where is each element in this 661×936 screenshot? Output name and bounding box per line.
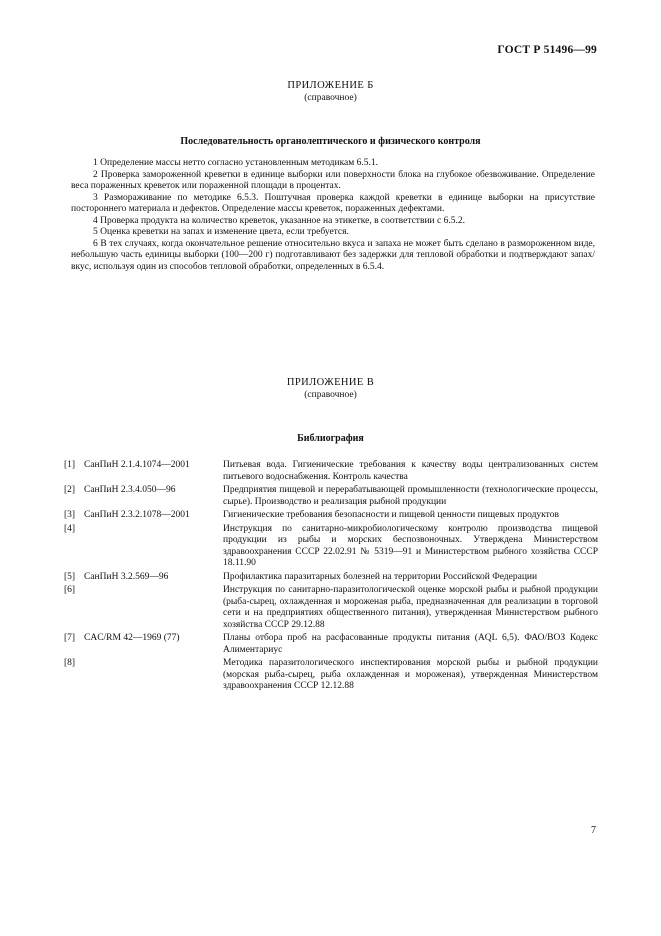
- entry-description: Планы отбора проб на расфасованные продукты питания (AQL 6,5). ФАО/ВОЗ Кодекс Алиментариус: [223, 633, 598, 655]
- entry-number: [7]: [64, 633, 76, 643]
- appendix-b-paragraphs: [71, 158, 595, 273]
- entry-number: [6]: [64, 585, 76, 595]
- entry-reference: [84, 585, 223, 631]
- entry-description: Гигиенические требования безопасности и пищевой ценности пищевых продуктов: [223, 510, 559, 520]
- bibliography-entry: [64, 485, 598, 508]
- bibliography-list: [64, 460, 598, 695]
- entry-reference: СанПиН 2.3.4.050—96: [84, 485, 176, 495]
- entry-reference: CAC/RM 42—1969 (77): [84, 633, 180, 643]
- entry-reference: [84, 524, 223, 570]
- appendix-v-title: ПРИЛОЖЕНИЕ В: [286, 377, 375, 388]
- bibliography-entry: [64, 510, 598, 522]
- entry-description: Профилактика паразитарных болезней на территории Российской Федерации: [223, 571, 538, 582]
- appendix-b-heading: Последовательность органолептического и физического контроля: [180, 136, 481, 147]
- entry-description: Инструкция по санитарно-микробиологическому контролю производства пищевой продукции из рыбы и морских беспозвоночных. Утверждена Министерством здравоохранения СССР 22.02.91 № 5319—91 и Министерством рыбного хозяйства СССР 18.11.90: [223, 523, 598, 568]
- entry-number: [2]: [64, 485, 76, 495]
- bibliography-entry: [64, 524, 598, 570]
- entry-description: Предприятия пищевой и перерабатывающей промышленности (технологические процессы, сырье). Производство и реализация рыбной продукции: [223, 485, 598, 507]
- bibliography-entry: [64, 658, 598, 693]
- bibliography-entry: [64, 633, 598, 656]
- entry-reference: СанПиН 3.2.569—96: [84, 571, 169, 582]
- appendix-b-subtitle: (справочное): [304, 93, 357, 103]
- appendix-b-title: ПРИЛОЖЕНИЕ Б: [287, 80, 374, 91]
- appendix-v-subtitle: (справочное): [304, 390, 357, 400]
- paragraph-6: 6 В тех случаях, когда окончательное решение относительно вкуса и запаха не может быть сделано в размороженном виде, небольшую часть единицы выборки (100—200 г) подготавливают без задержки для тепловой обработки и подтверждают запах/вкус, используя один из способов тепловой обработки, определенных в 6.5.4.: [71, 238, 595, 272]
- entry-reference: СанПиН 2.1.4.1074—2001: [84, 460, 190, 470]
- entry-number: [5]: [64, 571, 76, 582]
- entry-number: [1]: [64, 460, 76, 470]
- paragraph-5: 5 Оценка креветки на запах и изменение цвета, если требуется.: [93, 227, 349, 237]
- paragraph-4: 4 Проверка продукта на количество креветок, указанное на этикетке, в соответствии с 6.5.2.: [93, 215, 465, 226]
- bibliography-entry: [64, 585, 598, 631]
- entry-description: Инструкция по санитарно-паразитологической оценке морской рыбы и рыбной продукции (рыба-сырец, охлажденная и мороженая рыба, предназначенная для реализации в торговой сети и на предприятиях общественного питания), утвержденная Министерством рыбного хозяйства СССР 29.12.88: [223, 585, 598, 630]
- paragraph-2: 2 Проверка замороженной креветки в единице выборки или поверхности блока на глубокое обезвоживание. Определение веса пораженных креветок или пораженной площади в процентах.: [71, 169, 595, 191]
- entry-description: Питьевая вода. Гигиенические требования к качеству воды централизованных систем питьевого водоснабжения. Контроль качества: [223, 460, 598, 482]
- bibliography-entry: [64, 572, 598, 584]
- entry-description: Методика паразитологического инспектирования морской рыбы и рыбной продукции (морская рыба-сырец, рыба охлажденная и мороженая), утвержденная Министерством здравоохранения СССР 12.12.88: [223, 658, 598, 691]
- page-number: 7: [591, 825, 596, 836]
- paragraph-3: 3 Размораживание по методике 6.5.3. Поштучная проверка каждой креветки в единице выборки на присутствие постороннего материала и дефектов. Определение массы креветок, пораженных дефектами.: [71, 192, 595, 214]
- entry-number: [4]: [64, 523, 76, 534]
- entry-number: [3]: [64, 510, 76, 520]
- entry-number: [8]: [64, 658, 76, 668]
- document-standard-number: ГОСТ Р 51496—99: [497, 44, 597, 56]
- entry-reference: [84, 658, 223, 693]
- paragraph-1: 1 Определение массы нетто согласно установленным методикам 6.5.1.: [93, 158, 379, 168]
- entry-reference: СанПиН 2.3.2.1078—2001: [84, 510, 190, 520]
- bibliography-entry: [64, 460, 598, 483]
- bibliography-heading: Библиография: [297, 433, 364, 444]
